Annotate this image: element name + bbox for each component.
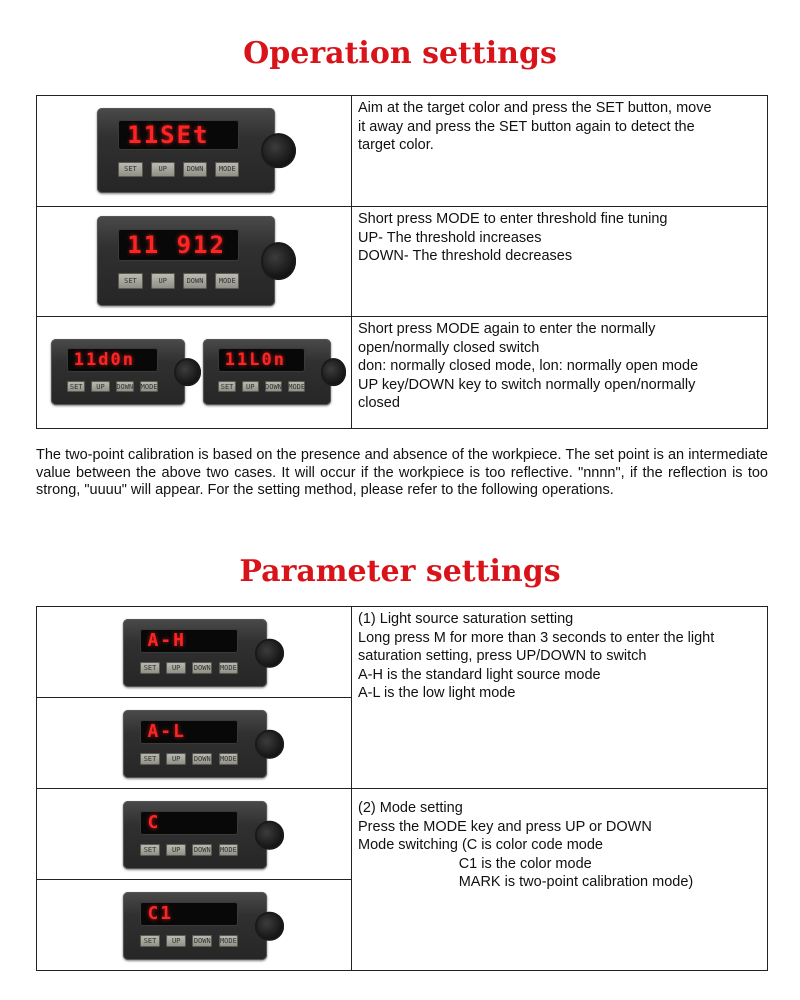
table-row — [37, 96, 768, 207]
device-image-cell — [37, 317, 352, 429]
sensor-key-up: UP — [242, 381, 259, 393]
sensor-key-up: UP — [166, 844, 186, 856]
device-image-cell — [37, 698, 352, 789]
sensor-key-set: SET — [67, 381, 85, 393]
sensor-key-mode: MODE — [219, 662, 239, 674]
sensor-lens-icon — [255, 821, 284, 850]
sensor-key-up: UP — [91, 381, 109, 393]
sensor-key-set: SET — [140, 753, 160, 765]
sensor-key-up: UP — [166, 935, 186, 947]
sensor-key-down: DOWN — [192, 662, 212, 674]
table-row — [37, 207, 768, 317]
sensor-device-image — [123, 710, 267, 778]
parameter-settings-table — [36, 606, 768, 971]
sensor-display-readout: C1 — [147, 903, 174, 925]
sensor-lens-icon — [255, 730, 284, 759]
sensor-key-set: SET — [118, 273, 142, 289]
sensor-device-image — [123, 892, 267, 960]
sensor-device-image — [97, 216, 275, 306]
device-image-cell — [37, 607, 352, 698]
parameter-settings-title: Parameter settings — [239, 554, 561, 589]
table-row — [37, 789, 768, 880]
instruction-text: Short press MODE again to enter the normally open/normally closed switch don: normally closed mode, lon: normally open mode UP key/DOWN key to switch normally open/normally closed — [352, 317, 768, 429]
sensor-key-down: DOWN — [192, 753, 212, 765]
sensor-lens-icon — [255, 912, 284, 941]
sensor-lens-icon — [321, 358, 347, 386]
operation-settings-table — [36, 95, 768, 429]
sensor-key-set: SET — [140, 844, 160, 856]
sensor-key-set: SET — [140, 935, 160, 947]
instruction-text: Short press MODE to enter threshold fine tuning UP- The threshold increases DOWN- The threshold decreases — [352, 207, 768, 317]
device-image-cell — [37, 207, 352, 317]
sensor-display-readout: 11L0n — [224, 350, 286, 371]
sensor-key-mode: MODE — [140, 382, 158, 391]
instruction-text: (2) Mode setting Press the MODE key and press UP or DOWN Mode switching (C is color code mode C1 is the color mode MARK is two-point calibration mode) — [352, 789, 768, 971]
sensor-key-down: DOWN — [192, 844, 212, 856]
sensor-key-up: UP — [151, 273, 175, 289]
sensor-key-set: SET — [140, 662, 160, 674]
sensor-display-readout: 11d0n — [73, 350, 135, 371]
sensor-key-mode: MODE — [219, 935, 239, 947]
sensor-key-up: UP — [166, 753, 186, 765]
sensor-lens-icon — [261, 242, 297, 280]
table-row — [37, 607, 768, 698]
sensor-key-mode: MODE — [215, 273, 239, 289]
sensor-key-set: SET — [218, 381, 235, 393]
sensor-key-down: DOWN — [183, 162, 207, 177]
sensor-key-down: DOWN — [265, 382, 282, 391]
sensor-key-set: SET — [118, 162, 142, 177]
sensor-key-down: DOWN — [116, 382, 134, 391]
instruction-text: (1) Light source saturation setting Long press M for more than 3 seconds to enter the light saturation setting, press UP/DOWN to switch A-H is the standard light source mode A-L is the low light mode — [352, 607, 768, 789]
sensor-key-down: DOWN — [192, 935, 212, 947]
sensor-key-up: UP — [151, 162, 175, 177]
sensor-device-image — [123, 801, 267, 869]
sensor-lens-icon — [174, 358, 201, 386]
sensor-device-image — [123, 619, 267, 687]
device-image-cell — [37, 789, 352, 880]
sensor-key-mode: MODE — [219, 753, 239, 765]
device-image-cell — [37, 880, 352, 971]
calibration-note: The two-point calibration is based on the presence and absence of the workpiece. The set point is an intermediate value between the above two cases. It will occur if the workpiece is too reflective. "nnnn", if the reflection is too strong, "uuuu" will appear. For the setting method, please refer to the following operations. — [36, 447, 768, 499]
sensor-device-image — [203, 339, 331, 405]
operation-settings-title: Operation settings — [243, 36, 557, 71]
sensor-display-readout: A-L — [147, 721, 186, 743]
sensor-device-image — [97, 108, 275, 193]
sensor-display-readout: A-H — [147, 630, 186, 652]
sensor-key-mode: MODE — [288, 382, 306, 391]
sensor-lens-icon — [261, 133, 297, 169]
sensor-key-mode: MODE — [215, 162, 239, 177]
sensor-display-readout: 11SEt — [127, 121, 210, 150]
sensor-key-mode: MODE — [219, 844, 239, 856]
instruction-text: Aim at the target color and press the SET button, move it away and press the SET button again to detect the target color. — [352, 96, 768, 207]
sensor-key-up: UP — [166, 662, 186, 674]
table-row — [37, 317, 768, 429]
sensor-key-down: DOWN — [183, 273, 207, 289]
sensor-display-readout: 11 912 — [127, 230, 226, 259]
sensor-device-image — [51, 339, 185, 405]
sensor-display-readout: C — [147, 812, 161, 834]
device-image-cell — [37, 96, 352, 207]
sensor-lens-icon — [255, 639, 284, 668]
